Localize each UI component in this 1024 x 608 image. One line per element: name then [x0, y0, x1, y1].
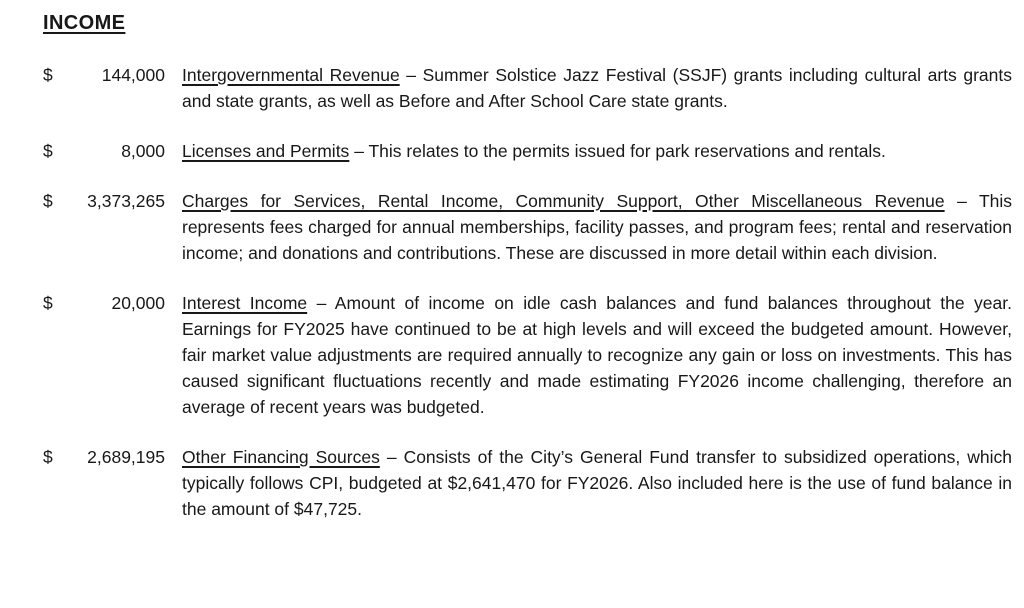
currency-symbol: $ [43, 141, 53, 161]
entry-text: This relates to the permits issued for park reservations and rentals. [368, 141, 886, 161]
entry-separator: – [386, 447, 397, 467]
amount-column [43, 138, 165, 164]
entry-text: Summer Solstice Jazz Festival (SSJF) grants including cultural arts grants and state grants, as well as Before and After School Care state grants. [182, 65, 1012, 111]
entry-term: Other Financing Sources [182, 447, 380, 467]
entry-description [182, 290, 1012, 420]
amount-value: 8,000 [121, 141, 165, 161]
currency-symbol: $ [43, 447, 53, 467]
entry-term: Licenses and Permits [182, 141, 350, 161]
entry-description [182, 138, 1012, 164]
entry-text: Consists of the City’s General Fund transfer to subsidized operations, which typically follows CPI, budgeted at $2,641,470 for FY2026. Also included here is the use of fund balance in the amount of $47,725. [182, 447, 1012, 519]
entry-separator: – [957, 191, 967, 211]
amount-value: 3,373,265 [87, 191, 165, 211]
amount-value: 2,689,195 [87, 447, 165, 467]
entry-term: Interest Income [182, 293, 308, 313]
amount-value: 20,000 [111, 293, 165, 313]
amount-column [43, 188, 165, 214]
amount-value: 144,000 [101, 65, 165, 85]
entry-text: This represents fees charged for annual memberships, facility passes, and program fees; rental and reservation income; and donations and contributions. These are discussed in more detail within each division. [182, 191, 1012, 263]
entry-separator: – [406, 65, 417, 85]
income-entry-intergovernmental-revenue [43, 62, 1012, 114]
currency-symbol: $ [43, 293, 53, 313]
entry-term: Intergovernmental Revenue [182, 65, 400, 85]
entry-separator: – [316, 293, 327, 313]
entry-description [182, 62, 1012, 114]
currency-symbol: $ [43, 191, 53, 211]
income-entry-other-financing-sources [43, 444, 1012, 522]
currency-symbol: $ [43, 65, 53, 85]
amount-column [43, 290, 165, 316]
entry-term: Charges for Services, Rental Income, Community Support, Other Miscellaneous Revenue [182, 191, 945, 211]
entry-separator: – [354, 141, 364, 161]
amount-column [43, 62, 165, 88]
entry-description [182, 188, 1012, 266]
income-entry-interest-income [43, 290, 1012, 420]
amount-column [43, 444, 165, 470]
entry-description [182, 444, 1012, 522]
section-title: INCOME [43, 12, 126, 34]
entry-text: Amount of income on idle cash balances and fund balances throughout the year. Earnings for FY2025 have continued to be at high levels and will exceed the budgeted amount. However, fair market value adjustments are required annually to recognize any gain or loss on investments. This has caused significant fluctuations recently and made estimating FY2026 income challenging, therefore an average of recent years was budgeted. [182, 293, 1012, 417]
income-entry-charges-for-services [43, 188, 1012, 266]
income-entry-licenses-and-permits [43, 138, 1012, 164]
income-entries [43, 62, 1012, 522]
